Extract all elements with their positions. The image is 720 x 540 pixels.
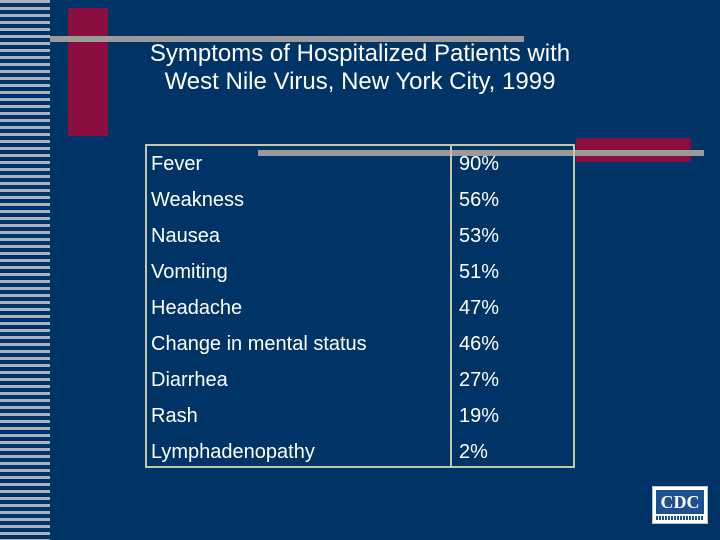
table-row <box>147 290 573 326</box>
symptom-percent: 46% <box>459 333 500 355</box>
table-row <box>147 146 573 182</box>
table-row <box>147 218 573 254</box>
symptom-name: Fever <box>151 153 203 175</box>
cdc-logo <box>652 486 708 524</box>
table-row <box>147 182 573 218</box>
symptom-name: Rash <box>151 405 198 427</box>
table-row <box>147 254 573 290</box>
cdc-logo-strip <box>656 516 704 520</box>
symptom-percent: 27% <box>459 369 500 391</box>
symptoms-table <box>145 144 575 468</box>
symptom-name: Headache <box>151 297 243 319</box>
cdc-logo-text: CDC <box>656 490 704 514</box>
table-row <box>147 362 573 398</box>
table-row <box>147 326 573 362</box>
left-stripe-decoration <box>0 0 50 540</box>
title-line-2: West Nile Virus, New York City, 1999 <box>164 68 556 95</box>
symptom-percent: 56% <box>459 189 500 211</box>
title-line-1: Symptoms of Hospitalized Patients with <box>149 40 571 67</box>
symptom-percent: 2% <box>459 441 488 463</box>
symptom-name: Lymphadenopathy <box>151 441 315 463</box>
slide-title <box>80 40 640 96</box>
symptom-percent: 51% <box>459 261 500 283</box>
symptom-name: Change in mental status <box>151 333 367 355</box>
symptom-name: Nausea <box>151 225 220 247</box>
symptom-percent: 19% <box>459 405 500 427</box>
symptom-name: Weakness <box>151 189 245 211</box>
symptom-name: Vomiting <box>151 261 228 283</box>
table-row <box>147 398 573 434</box>
table-row <box>147 434 573 470</box>
symptom-name: Diarrhea <box>151 369 228 391</box>
symptom-percent: 53% <box>459 225 500 247</box>
symptom-percent: 90% <box>459 153 500 175</box>
symptom-percent: 47% <box>459 297 500 319</box>
